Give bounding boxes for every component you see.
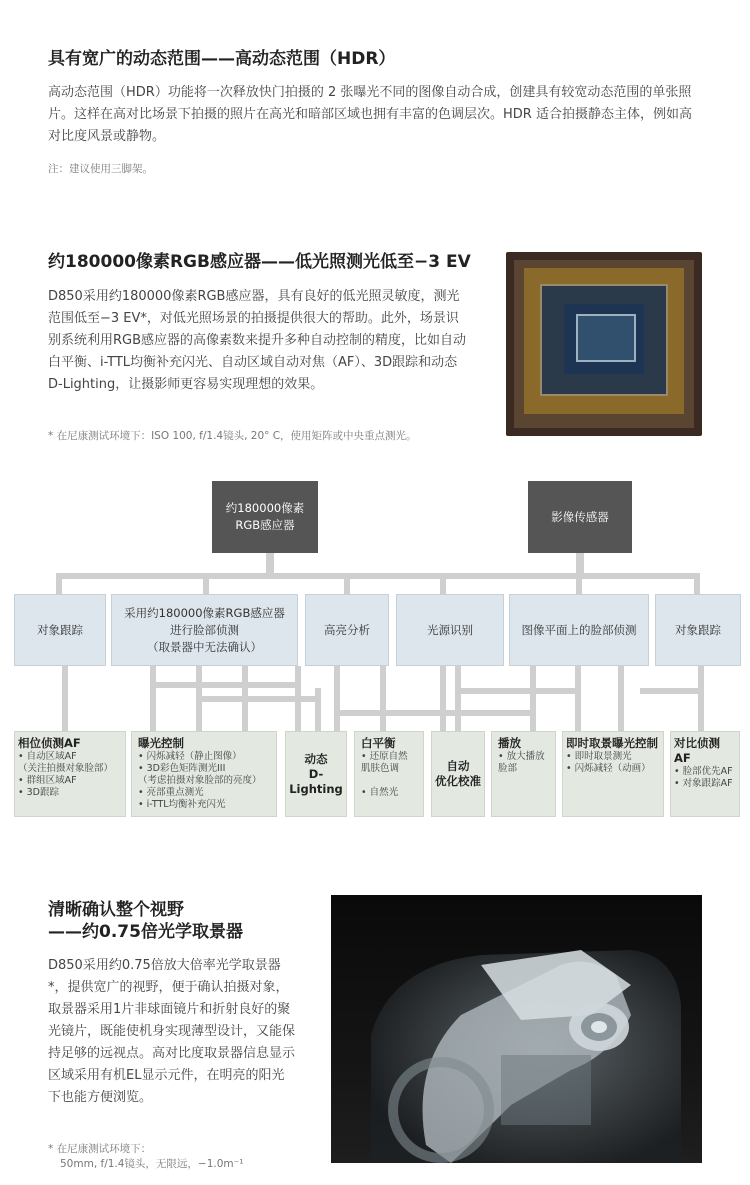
hdr-title: 具有宽广的动态范围——高动态范围（HDR）: [48, 49, 396, 69]
vf-title-2: ——约0.75倍光学取景器: [48, 922, 243, 942]
bottom-box-white-balance: [354, 731, 424, 817]
bottom-head: 即时取景曝光控制: [566, 736, 658, 750]
camera-viewfinder-xray: [331, 895, 702, 1163]
mid-box-highlight-analysis: 高亮分析: [305, 594, 389, 666]
bottom-items: • 即时取景测光 • 闪烁减轻（动画）: [566, 751, 651, 774]
bottom-box-contrast-af: [670, 731, 740, 817]
bottom-head: 播放: [498, 736, 521, 750]
bottom-head: 曝光控制: [138, 736, 184, 750]
bottom-items: • 还原自然 肌肤色调 • 自然光: [361, 751, 408, 798]
vf-title-1: 清晰确认整个视野: [48, 900, 184, 920]
hdr-note: 注：建议使用三脚架。: [48, 163, 153, 175]
rgb-title: 约180000像素RGB感应器——低光照测光低至−3 EV: [48, 252, 471, 272]
bottom-items: • 脸部优先AF • 对象跟踪AF: [674, 766, 733, 789]
mid-box-face-detection-rgb: 采用约180000像素RGB感应器 进行脸部侦测 （取景器中无法确认）: [111, 594, 298, 666]
vf-body: D850采用约0.75倍放大倍率光学取景器*，提供宽广的视野，便于确认拍摄对象，取景器采用1片非球面镜片和折射良好的聚光镜片，既能使机身实现薄型设计，又能保持足够的远视点。高对比度取景器信息显示区域采用有机EL显示元件，在明亮的阳光下也能方便浏览。: [48, 958, 296, 1105]
image-sensor-box: 影像传感器: [528, 481, 632, 553]
bottom-head: 动态 D-Lighting: [289, 751, 343, 796]
bottom-box-live-view: [562, 731, 664, 817]
vf-note-1: * 在尼康测试环境下：: [48, 1143, 152, 1155]
bottom-head: 相位侦测AF: [18, 736, 81, 750]
mid-box-subject-tracking-2: 对象跟踪: [655, 594, 741, 666]
camera-xray-illustration: [331, 895, 702, 1163]
rgb-sensor-box: 约180000像素 RGB感应器: [212, 481, 318, 553]
bottom-box-auto-picture-control: [431, 731, 485, 817]
bottom-box-phase-af: [14, 731, 126, 817]
bottom-items: • 放大播放 脸部: [498, 751, 545, 774]
bottom-box-playback: [491, 731, 556, 817]
bottom-box-d-lighting: [285, 731, 347, 817]
bottom-box-exposure: [131, 731, 277, 817]
bottom-head: 白平衡: [361, 736, 396, 750]
rgb-body: D850采用约180000像素RGB感应器，具有良好的低光照灵敏度，测光范围低至−3 EV*，对低光照场景的拍摄提供很大的帮助。此外，场景识别系统利用RGB感应器的高像素数来提升多种自动控制的精度，比如自动白平衡、i-TTL均衡补充闪光、自动区域自动对焦（AF）、3D跟踪和动态D-Lighting，让摄影师更容易实现理想的效果。: [48, 289, 467, 392]
mid-box-subject-tracking: 对象跟踪: [14, 594, 106, 666]
mid-box-light-source: 光源识别: [396, 594, 504, 666]
bottom-items: • 闪烁减轻（静止图像） • 3D彩色矩阵测光III （考虑拍摄对象脸部的亮度） • 亮部重点测光 • i-TTL均衡补充闪光: [138, 751, 262, 810]
bottom-items: • 自动区域AF （关注拍摄对象脸部） • 群组区域AF • 3D跟踪: [18, 751, 114, 798]
vf-note-2: 50mm, f/1.4镜头，无限远，−1.0m⁻¹: [60, 1158, 244, 1170]
mid-box-face-detection-image: 图像平面上的脸部侦测: [509, 594, 649, 666]
image-sensor-photo: [506, 252, 702, 436]
rgb-note: * 在尼康测试环境下：ISO 100, f/1.4镜头, 20° C，使用矩阵或中央重点测光。: [48, 430, 417, 442]
bottom-head: 自动 优化校准: [435, 759, 481, 788]
hdr-body: 高动态范围（HDR）功能将一次释放快门拍摄的 2 张曝光不同的图像自动合成，创建具有较宽动态范围的单张照片。这样在高对比场景下拍摄的照片在高光和暗部区域也拥有丰富的色调层次。HDR 适合拍摄静态主体，例如高对比度风景或静物。: [48, 85, 692, 144]
bottom-head: 对比侦测AF: [674, 736, 720, 765]
